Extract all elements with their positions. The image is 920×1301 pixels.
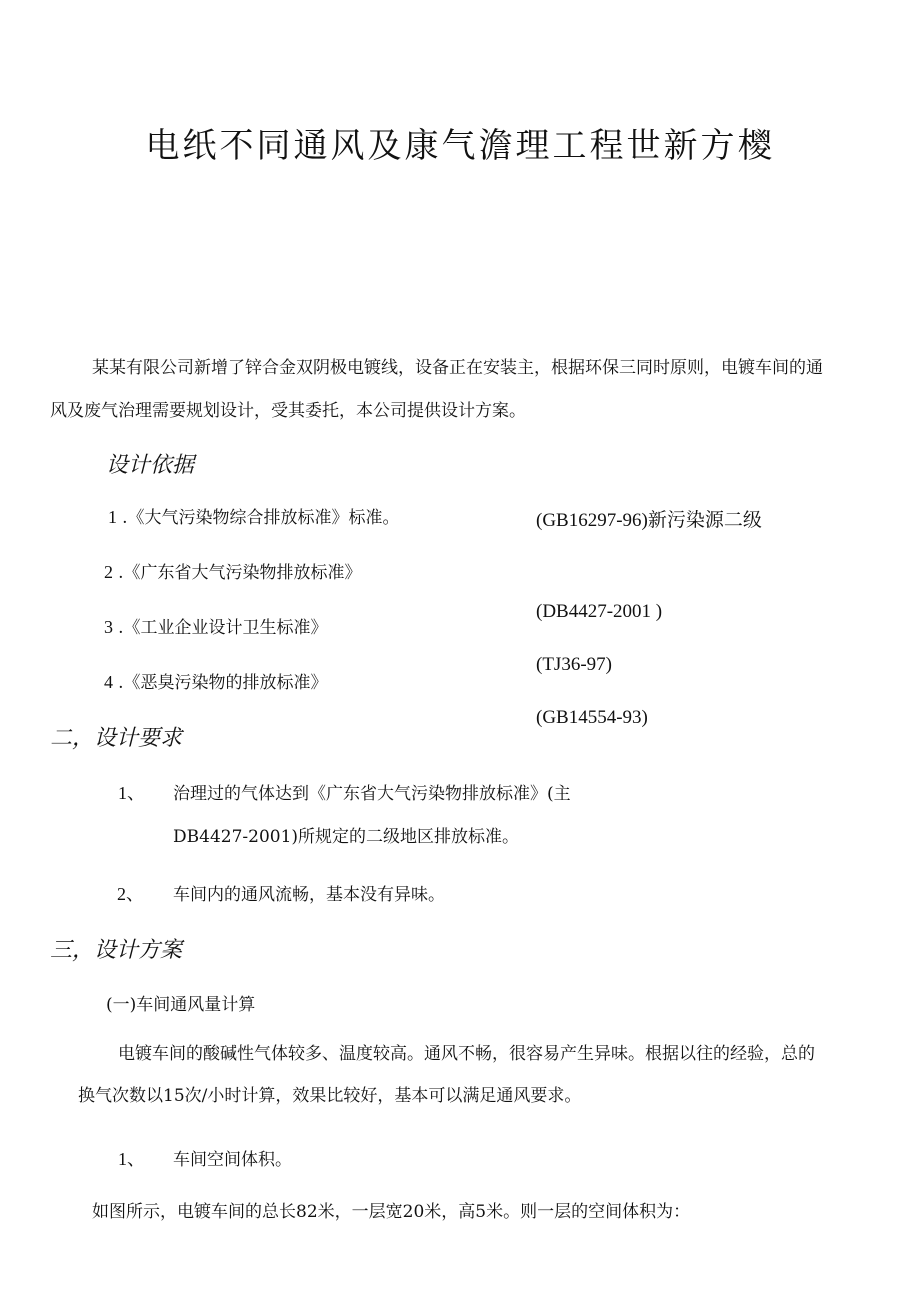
basis-item-text: .《广东省大气污染物排放标准》 bbox=[118, 563, 362, 583]
basis-item-number: 3 bbox=[104, 617, 113, 637]
requirement-1-line-1: 治理过的气体达到《广东省大气污染物排放标准》(主 bbox=[173, 784, 571, 804]
intro-line-2: 风及废气治理需要规划设计，受其委托，本公司提供设计方案。 bbox=[50, 401, 526, 421]
standard-code-4: (GB14554-93) bbox=[536, 707, 648, 728]
basis-item-number: 2 bbox=[104, 562, 113, 582]
basis-item-text: .《大气污染物综合排放标准》标准。 bbox=[122, 508, 400, 528]
plan-para-line-1: 电镀车间的酸碱性气体较多、温度较高。通风不畅，很容易产生异味。根据以往的经验，总的 bbox=[118, 1044, 815, 1064]
document-title: 电纸不同通风及康气澹理工程世新方㯶 bbox=[145, 126, 775, 166]
basis-item-text: .《恶臭污染物的排放标准》 bbox=[118, 673, 328, 693]
plan-para-line-2: 换气次数以15次/小时计算，效果比较好，基本可以满足通风要求。 bbox=[78, 1086, 582, 1106]
section-heading-requirements: 二，设计要求 bbox=[50, 726, 183, 751]
standard-code-3: (TJ36-97) bbox=[536, 654, 612, 675]
basis-item-number: 1 bbox=[108, 507, 117, 527]
requirement-2-text: 车间内的通风流畅，基本没有异味。 bbox=[173, 885, 445, 905]
basis-item-1 bbox=[108, 503, 400, 528]
section-heading-plan: 三，设计方案 bbox=[50, 938, 183, 963]
subsection-ventilation-calc: (一)车间通风量计算 bbox=[106, 995, 256, 1015]
requirement-1-number: 1、 bbox=[118, 783, 145, 803]
basis-item-text: .《工业企业设计卫生标准》 bbox=[118, 618, 328, 638]
plan-item-1-text: 车间空间体积。 bbox=[173, 1150, 292, 1170]
standard-code-1: (GB16297-96)新污染源二级 bbox=[536, 510, 762, 531]
requirement-2-number: 2、 bbox=[117, 884, 144, 904]
standard-code-2: (DB4427-2001 ) bbox=[536, 601, 663, 622]
plan-last-line: 如图所示，电镀车间的总长82米，一层宽20米，高5米。则一层的空间体积为： bbox=[92, 1202, 691, 1222]
intro-line-1: 某某有限公司新增了锌合金双阴极电镀线，设备正在安装主，根据环保三同时原则，电镀车间的通 bbox=[92, 358, 823, 378]
requirement-1-line-2: DB4427-2001)所规定的二级地区排放标准。 bbox=[173, 827, 520, 847]
plan-item-1-number: 1、 bbox=[118, 1149, 145, 1169]
basis-item-number: 4 bbox=[104, 672, 113, 692]
basis-item-4 bbox=[104, 668, 328, 693]
basis-item-2 bbox=[104, 558, 362, 583]
basis-item-3 bbox=[104, 613, 328, 638]
section-heading-basis: 设计依据 bbox=[106, 453, 195, 478]
